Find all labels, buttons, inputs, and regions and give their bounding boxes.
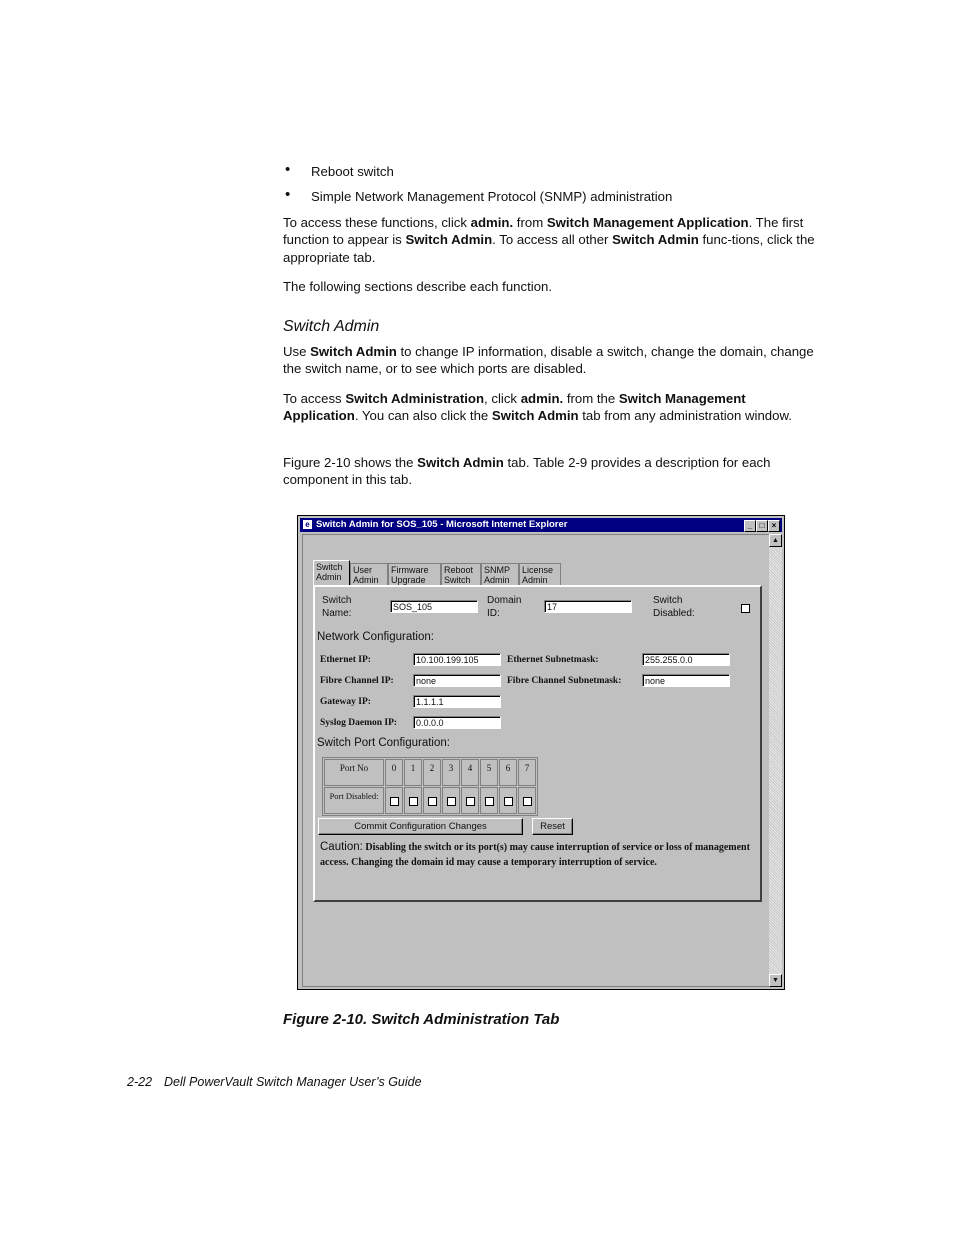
port-disabled-checkbox[interactable] — [390, 797, 399, 806]
port-cell — [499, 787, 517, 814]
port-disabled-checkbox[interactable] — [485, 797, 494, 806]
syslog-daemon-ip-label: Syslog Daemon IP: — [320, 718, 398, 728]
section-heading: Switch Admin — [283, 318, 380, 335]
ethernet-subnetmask-label: Ethernet Subnetmask: — [507, 655, 599, 665]
port-cell — [480, 787, 498, 814]
window-titlebar — [300, 518, 782, 532]
browser-window — [297, 515, 785, 990]
scroll-down-icon[interactable]: ▼ — [769, 974, 782, 987]
reset-button[interactable]: Reset — [532, 818, 573, 835]
switch-name-field[interactable]: SOS_105 — [390, 600, 478, 613]
port-disabled-checkbox[interactable] — [428, 797, 437, 806]
network-config-heading: Network Configuration: — [317, 631, 434, 643]
port-number: 1 — [404, 759, 422, 786]
switch-admin-panel — [313, 585, 762, 902]
tab-switch-admin[interactable]: Switch Admin — [313, 560, 350, 586]
caution-text: Disabling the switch or its port(s) may cause interruption of service or loss of management access. Changing the domain id may cause a temporary interruption of service. — [320, 842, 750, 868]
port-cell — [385, 787, 403, 814]
vertical-scrollbar[interactable] — [769, 534, 782, 987]
port-disabled-checkbox[interactable] — [447, 797, 456, 806]
fibre-channel-ip-label: Fibre Channel IP: — [320, 676, 394, 686]
paragraph-to-access: To access Switch Administration, click admin. from the Switch Management Application. You can also click the Switch Admin tab from any administration window. — [283, 391, 792, 424]
port-disabled-checkbox[interactable] — [466, 797, 475, 806]
tab-reboot-switch[interactable]: Reboot Switch — [441, 563, 481, 585]
switch-name-label: Switch Name: — [322, 595, 352, 619]
port-cell — [461, 787, 479, 814]
maximize-icon[interactable]: □ — [756, 520, 768, 532]
paragraph-access: To access these functions, click admin. from Switch Management Application. The first function to appear is Switch Admin. To access all other Switch Admin func-tions, click the appropriate tab. — [283, 215, 815, 265]
document-title: Dell PowerVault Switch Manager User’s Guide — [164, 1075, 422, 1089]
port-disabled-row — [324, 787, 536, 814]
scroll-up-icon[interactable]: ▲ — [769, 534, 782, 547]
tab-snmp-admin[interactable]: SNMP Admin — [481, 563, 519, 585]
switch-disabled-label: Switch Disabled: — [653, 595, 695, 619]
port-disabled-checkbox[interactable] — [523, 797, 532, 806]
port-cell — [404, 787, 422, 814]
port-cell — [442, 787, 460, 814]
port-config-heading: Switch Port Configuration: — [317, 737, 450, 749]
ethernet-ip-label: Ethernet IP: — [320, 655, 371, 665]
port-disabled-checkbox[interactable] — [409, 797, 418, 806]
domain-id-label: Domain ID: — [487, 595, 522, 619]
bullet-text: Reboot switch — [311, 164, 394, 179]
port-no-label: Port No — [324, 759, 384, 786]
close-icon[interactable]: × — [768, 520, 780, 532]
port-number: 4 — [461, 759, 479, 786]
port-number: 6 — [499, 759, 517, 786]
caution-heading: Caution: — [320, 841, 363, 853]
bullet-dot: • — [285, 186, 291, 203]
page-number: 2-22 — [127, 1075, 153, 1089]
figure-caption: Figure 2-10. Switch Administration Tab — [283, 1011, 560, 1028]
port-number: 5 — [480, 759, 498, 786]
paragraph-following: The following sections describe each function. — [283, 279, 553, 294]
ethernet-ip-field[interactable]: 10.100.199.105 — [413, 653, 501, 666]
page-content — [302, 534, 770, 987]
port-cell — [423, 787, 441, 814]
bullet-text: Simple Network Management Protocol (SNMP) administration — [311, 189, 673, 204]
syslog-daemon-ip-field[interactable]: 0.0.0.0 — [413, 716, 501, 729]
port-table — [322, 757, 538, 816]
port-cell — [518, 787, 536, 814]
fibre-channel-ip-field[interactable]: none — [413, 674, 501, 687]
ethernet-subnetmask-field[interactable]: 255.255.0.0 — [642, 653, 730, 666]
bullet-dot: • — [285, 161, 291, 178]
port-number: 7 — [518, 759, 536, 786]
port-number: 3 — [442, 759, 460, 786]
caution-message — [320, 840, 762, 870]
port-number: 0 — [385, 759, 403, 786]
port-disabled-checkbox[interactable] — [504, 797, 513, 806]
fibre-channel-subnetmask-field[interactable]: none — [642, 674, 730, 687]
port-number: 2 — [423, 759, 441, 786]
tab-license-admin[interactable]: License Admin — [519, 563, 561, 585]
port-number-row — [324, 759, 536, 786]
port-disabled-label: Port Disabled: — [324, 787, 384, 814]
page-footer — [127, 1075, 422, 1089]
fibre-channel-subnetmask-label: Fibre Channel Subnetmask: — [507, 676, 622, 686]
domain-id-field[interactable]: 17 — [544, 600, 632, 613]
paragraph-use: Use Switch Admin to change IP information, disable a switch, change the domain, change the switch name, or to see which ports are disabled. — [283, 344, 814, 377]
switch-disabled-checkbox[interactable] — [741, 604, 750, 613]
gateway-ip-label: Gateway IP: — [320, 697, 371, 707]
paragraph-figure: Figure 2-10 shows the Switch Admin tab. Table 2-9 provides a description for each component in this tab. — [283, 455, 771, 488]
ie-icon: e — [303, 520, 312, 529]
tab-firmware-upgrade[interactable]: Firmware Upgrade — [388, 563, 441, 585]
commit-changes-button[interactable]: Commit Configuration Changes — [318, 818, 523, 835]
tab-user-admin[interactable]: User Admin — [350, 563, 388, 585]
minimize-icon[interactable]: _ — [744, 520, 756, 532]
gateway-ip-field[interactable]: 1.1.1.1 — [413, 695, 501, 708]
window-title: Switch Admin for SOS_105 - Microsoft Internet Explorer — [316, 519, 568, 530]
